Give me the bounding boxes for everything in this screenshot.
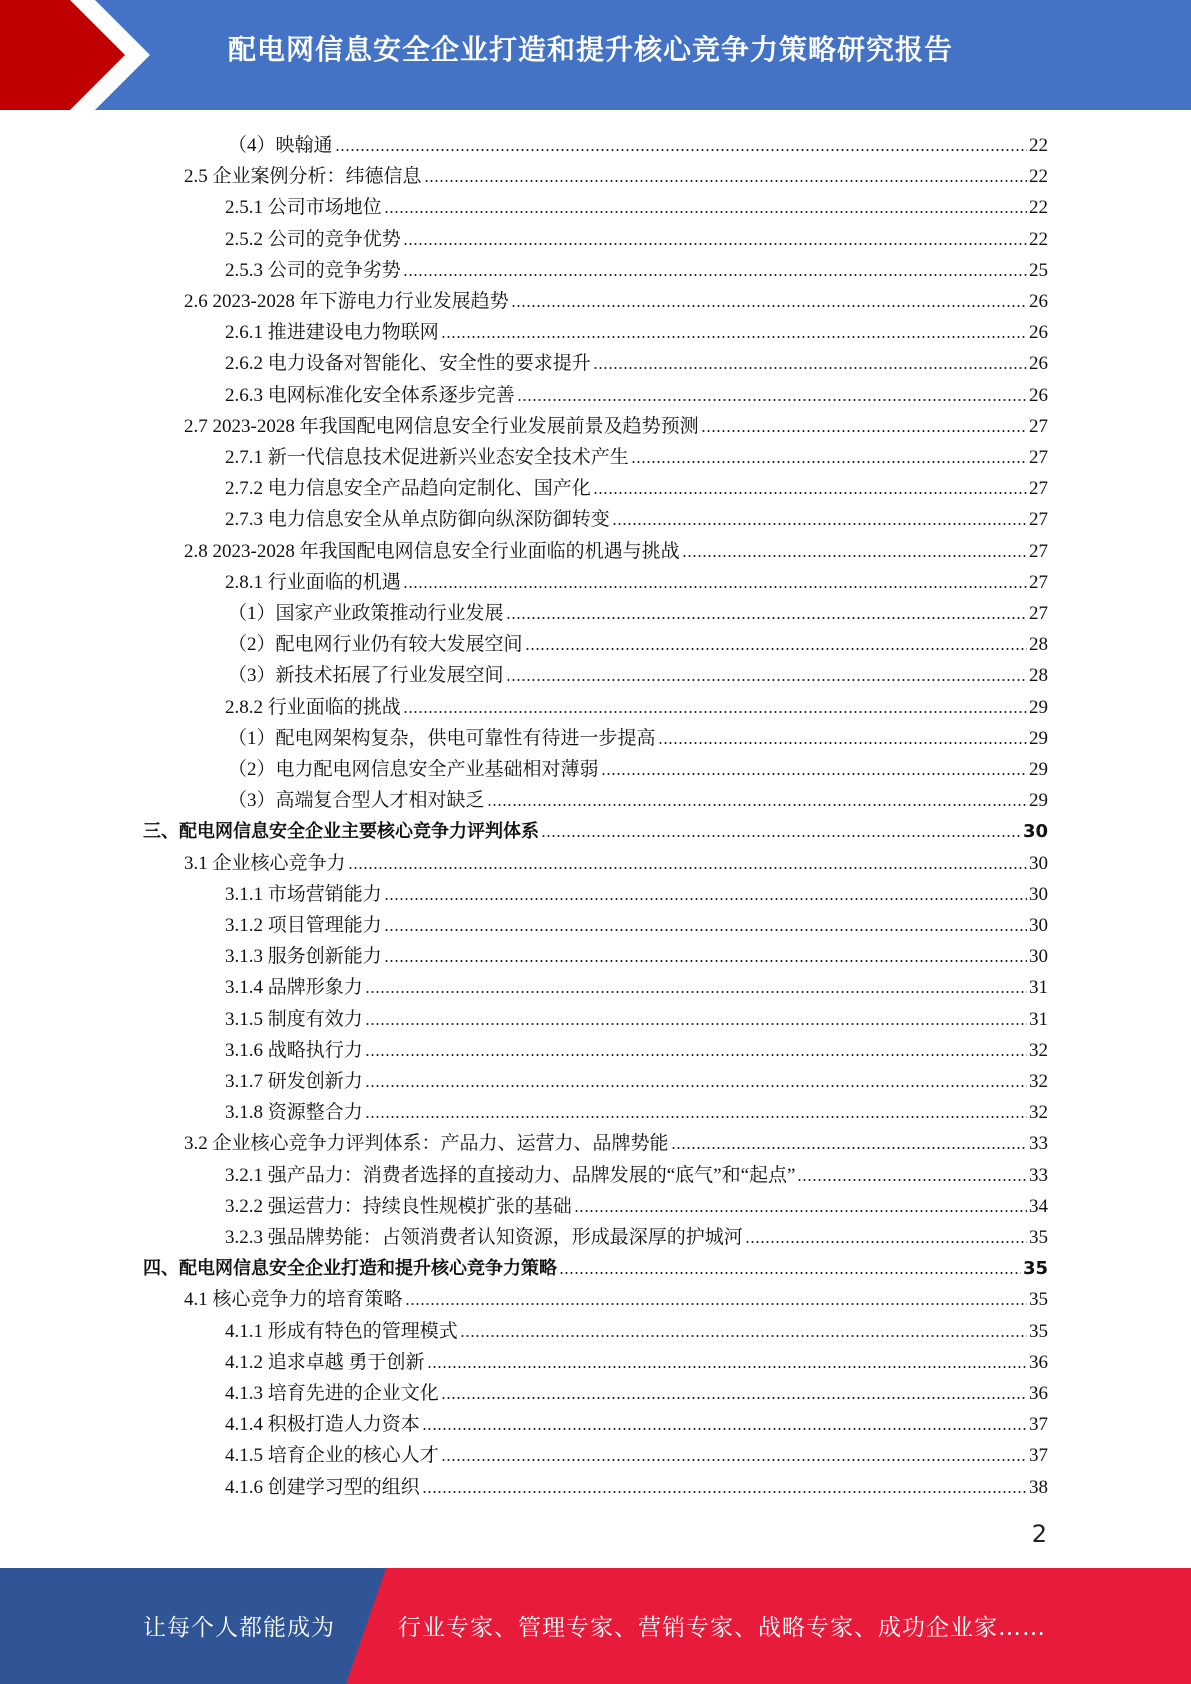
toc-entry-page: 29 bbox=[1029, 790, 1048, 812]
toc-entry[interactable] bbox=[228, 595, 1048, 626]
toc-entry-label: 3.1.7 研发创新力 bbox=[225, 1071, 363, 1092]
toc-entry[interactable] bbox=[225, 689, 1048, 720]
toc-entry[interactable] bbox=[225, 314, 1048, 345]
toc-entry[interactable] bbox=[228, 127, 1048, 158]
toc-entry-page: 30 bbox=[1022, 821, 1048, 843]
toc-dot-leader bbox=[441, 1457, 1027, 1463]
toc-entry[interactable] bbox=[228, 626, 1048, 657]
toc-entry-label: 3.1.6 战略执行力 bbox=[225, 1039, 363, 1061]
toc-dot-leader bbox=[671, 1145, 1027, 1151]
toc-entry-page: 27 bbox=[1029, 447, 1048, 468]
toc-dot-leader bbox=[441, 1395, 1027, 1401]
toc-entry[interactable] bbox=[225, 1219, 1048, 1250]
toc-dot-leader bbox=[460, 1333, 1027, 1339]
toc-dot-leader bbox=[612, 521, 1027, 527]
toc-entry-label: （2）配电网行业仍有较大发展空间 bbox=[228, 634, 523, 656]
toc-dot-leader bbox=[517, 397, 1027, 403]
toc-entry-label: 3.1.1 市场营销能力 bbox=[225, 883, 382, 905]
report-title: 配电网信息安全企业打造和提升核心竞争力策略研究报告 bbox=[228, 33, 954, 66]
toc-entry-label: 4.1.3 培育先进的企业文化 bbox=[225, 1383, 439, 1404]
toc-entry-page: 30 bbox=[1029, 946, 1048, 968]
toc-entry[interactable] bbox=[184, 1281, 1048, 1312]
toc-entry-label: 3.1.8 资源整合力 bbox=[225, 1102, 363, 1124]
toc-entry-page: 30 bbox=[1029, 915, 1048, 936]
toc-entry[interactable] bbox=[225, 938, 1048, 969]
toc-dot-leader bbox=[559, 1270, 1021, 1276]
toc-entry-label: 3.1.2 项目管理能力 bbox=[225, 915, 382, 936]
toc-dot-leader bbox=[593, 365, 1027, 371]
toc-entry-page: 36 bbox=[1029, 1351, 1048, 1373]
toc-entry-page: 27 bbox=[1029, 540, 1048, 562]
toc-entry[interactable] bbox=[228, 751, 1048, 782]
toc-dot-leader bbox=[506, 677, 1027, 683]
toc-entry-page: 22 bbox=[1029, 228, 1048, 250]
toc-entry-label: 4.1.1 形成有特色的管理模式 bbox=[225, 1320, 458, 1342]
toc-entry-page: 28 bbox=[1029, 634, 1048, 656]
footer-slogan-right: 行业专家、管理专家、营销专家、战略专家、成功企业家…… bbox=[398, 1615, 1046, 1641]
toc-entry-page: 28 bbox=[1029, 665, 1048, 687]
toc-entry-label: 2.8.1 行业面临的机遇 bbox=[225, 571, 401, 593]
toc-entry[interactable] bbox=[225, 969, 1048, 1000]
toc-entry-label: （2）电力配电网信息安全产业基础相对薄弱 bbox=[228, 759, 599, 780]
toc-entry-label: 3.1.4 品牌形象力 bbox=[225, 977, 363, 999]
toc-dot-leader bbox=[424, 178, 1027, 184]
toc-dot-leader bbox=[682, 553, 1027, 559]
toc-dot-leader bbox=[422, 1426, 1027, 1432]
toc-entry[interactable] bbox=[225, 564, 1048, 595]
toc-entry-page: 30 bbox=[1029, 883, 1048, 905]
toc-dot-leader bbox=[365, 989, 1027, 995]
toc-entry-page: 27 bbox=[1029, 603, 1048, 624]
toc-entry-label: （3）高端复合型人才相对缺乏 bbox=[228, 790, 485, 812]
toc-dot-leader bbox=[487, 802, 1027, 808]
toc-entry-label: 2.5.1 公司市场地位 bbox=[225, 197, 382, 219]
toc-entry-label: 3.2.2 强运营力：持续良性规模扩张的基础 bbox=[225, 1195, 572, 1217]
toc-dot-leader bbox=[403, 272, 1027, 278]
toc-entry-page: 26 bbox=[1029, 384, 1048, 406]
toc-dot-leader bbox=[745, 1239, 1027, 1245]
toc-entry-label: 2.8.2 行业面临的挑战 bbox=[225, 696, 401, 718]
toc-entry-label: 3.1.5 制度有效力 bbox=[225, 1008, 363, 1030]
toc-dot-leader bbox=[365, 1114, 1027, 1120]
toc-entry[interactable] bbox=[184, 845, 1048, 876]
toc-entry-page: 26 bbox=[1029, 353, 1048, 375]
toc-entry[interactable] bbox=[225, 252, 1048, 283]
toc-entry[interactable] bbox=[184, 408, 1048, 439]
toc-entry[interactable] bbox=[225, 1001, 1048, 1032]
toc-entry[interactable] bbox=[184, 1125, 1048, 1156]
toc-entry[interactable] bbox=[225, 876, 1048, 907]
toc-dot-leader bbox=[422, 1489, 1027, 1495]
toc-entry[interactable] bbox=[228, 720, 1048, 751]
toc-dot-leader bbox=[365, 1052, 1027, 1058]
toc-entry-label: 2.7.2 电力信息安全产品趋向定制化、国产化 bbox=[225, 478, 591, 500]
toc-entry-label: 4.1.2 追求卓越 勇于创新 bbox=[225, 1351, 425, 1373]
toc-entry-label: 2.5.3 公司的竞争劣势 bbox=[225, 259, 401, 281]
toc-entry-page: 29 bbox=[1029, 696, 1048, 718]
toc-dot-leader bbox=[658, 740, 1027, 746]
toc-entry-page: 35 bbox=[1029, 1320, 1048, 1342]
toc-entry[interactable] bbox=[225, 1375, 1048, 1406]
toc-entry[interactable] bbox=[228, 657, 1048, 688]
toc-entry-label: 3.2 企业核心竞争力评判体系：产品力、运营力、品牌势能 bbox=[184, 1133, 669, 1155]
toc-entry-label: 2.7.1 新一代信息技术促进新兴业态安全技术产生 bbox=[225, 447, 629, 468]
toc-dot-leader bbox=[405, 1301, 1027, 1307]
header-banner bbox=[0, 0, 1191, 110]
toc-entry[interactable] bbox=[225, 470, 1048, 501]
toc-entry-page: 27 bbox=[1029, 509, 1048, 531]
toc-entry-page: 31 bbox=[1029, 977, 1048, 999]
toc-entry[interactable] bbox=[225, 1157, 1048, 1188]
toc-entry-page: 25 bbox=[1029, 259, 1048, 281]
toc-entry-page: 27 bbox=[1029, 415, 1048, 437]
toc-entry[interactable] bbox=[184, 283, 1048, 314]
toc-entry-page: 26 bbox=[1029, 291, 1048, 312]
toc-entry-label: 2.6 2023-2028 年下游电力行业发展趋势 bbox=[184, 291, 509, 312]
toc-entry-label: （1）配电网架构复杂，供电可靠性有待进一步提高 bbox=[228, 727, 656, 749]
toc-entry[interactable] bbox=[225, 221, 1048, 252]
toc-dot-leader bbox=[511, 303, 1027, 309]
toc-dot-leader bbox=[427, 1364, 1027, 1370]
toc-entry[interactable] bbox=[225, 1437, 1048, 1468]
toc-dot-leader bbox=[335, 147, 1027, 153]
toc-entry-page: 37 bbox=[1029, 1414, 1048, 1436]
toc-entry[interactable] bbox=[225, 1313, 1048, 1344]
toc-entry-page: 35 bbox=[1029, 1289, 1048, 1311]
toc-entry-label: 4.1.4 积极打造人力资本 bbox=[225, 1414, 420, 1436]
toc-dot-leader bbox=[601, 771, 1027, 777]
toc-entry-page: 22 bbox=[1029, 166, 1048, 188]
toc-entry[interactable] bbox=[225, 345, 1048, 376]
toc-entry-label: 3.2.3 强品牌势能：占领消费者认知资源，形成最深厚的护城河 bbox=[225, 1227, 743, 1248]
toc-entry-page: 22 bbox=[1029, 135, 1048, 156]
toc-dot-leader bbox=[348, 865, 1027, 871]
toc-dot-leader bbox=[593, 490, 1027, 496]
toc-entry[interactable] bbox=[225, 377, 1048, 408]
toc-entry[interactable] bbox=[225, 1344, 1048, 1375]
toc-entry-page: 32 bbox=[1029, 1039, 1048, 1061]
toc-entry-page: 33 bbox=[1029, 1164, 1048, 1186]
toc-entry-page: 27 bbox=[1029, 478, 1048, 500]
toc-entry-page: 27 bbox=[1029, 571, 1048, 593]
toc-dot-leader bbox=[403, 584, 1027, 590]
toc-entry-page: 29 bbox=[1029, 759, 1048, 780]
toc-entry[interactable] bbox=[225, 1063, 1048, 1094]
toc-entry-label: 4.1 核心竞争力的培育策略 bbox=[184, 1289, 403, 1311]
toc-entry-page: 31 bbox=[1029, 1008, 1048, 1030]
toc-entry-page: 30 bbox=[1029, 852, 1048, 874]
toc-entry-label: 4.1.5 培育企业的核心人才 bbox=[225, 1445, 439, 1467]
toc-dot-leader bbox=[384, 209, 1027, 215]
toc-entry[interactable] bbox=[143, 1250, 1048, 1281]
toc-entry-label: （3）新技术拓展了行业发展空间 bbox=[228, 665, 504, 687]
toc-entry-label: 四、配电网信息安全企业打造和提升核心竞争力策略 bbox=[143, 1258, 557, 1280]
toc-entry-page: 35 bbox=[1029, 1227, 1048, 1248]
toc-entry-label: （4）映翰通 bbox=[228, 135, 333, 156]
toc-dot-leader bbox=[441, 334, 1027, 340]
toc-entry-page: 26 bbox=[1029, 322, 1048, 344]
toc-entry-label: 2.5 企业案例分析：纬德信息 bbox=[184, 166, 422, 188]
toc-entry-page: 37 bbox=[1029, 1445, 1048, 1467]
toc-dot-leader bbox=[384, 896, 1027, 902]
toc-entry-label: 2.6.1 推进建设电力物联网 bbox=[225, 322, 439, 344]
toc-entry[interactable] bbox=[225, 1188, 1048, 1219]
toc-entry-label: 三、配电网信息安全企业主要核心竞争力评判体系 bbox=[143, 821, 539, 843]
toc-entry-label: 2.7 2023-2028 年我国配电网信息安全行业发展前景及趋势预测 bbox=[184, 415, 699, 437]
toc-entry[interactable] bbox=[225, 439, 1048, 470]
toc-dot-leader bbox=[631, 459, 1027, 465]
toc-entry[interactable] bbox=[225, 907, 1048, 938]
toc-entry-label: 3.1.3 服务创新能力 bbox=[225, 946, 382, 968]
toc-dot-leader bbox=[541, 833, 1021, 839]
toc-entry-page: 29 bbox=[1029, 727, 1048, 749]
toc-dot-leader bbox=[797, 1177, 1027, 1183]
toc-entry[interactable] bbox=[184, 158, 1048, 189]
toc-entry[interactable] bbox=[228, 782, 1048, 813]
toc-entry-label: 2.5.2 公司的竞争优势 bbox=[225, 228, 401, 250]
toc-entry-page: 22 bbox=[1029, 197, 1048, 219]
toc-dot-leader bbox=[403, 241, 1027, 247]
toc-entry-page: 34 bbox=[1029, 1195, 1048, 1217]
toc-entry-label: 2.6.3 电网标准化安全体系逐步完善 bbox=[225, 384, 515, 406]
toc-entry[interactable] bbox=[225, 501, 1048, 532]
toc-entry[interactable] bbox=[225, 1032, 1048, 1063]
toc-entry-page: 35 bbox=[1022, 1258, 1048, 1280]
toc-entry-page: 33 bbox=[1029, 1133, 1048, 1155]
toc-entry-label: 3.2.1 强产品力：消费者选择的直接动力、品牌发展的“底气”和“起点” bbox=[225, 1164, 796, 1186]
toc-entry-label: 2.7.3 电力信息安全从单点防御向纵深防御转变 bbox=[225, 509, 610, 531]
footer-slogan-left: 让每个人都能成为 bbox=[143, 1615, 335, 1641]
toc-entry[interactable] bbox=[225, 1094, 1048, 1125]
page-number: 2 bbox=[1031, 1520, 1047, 1548]
toc-entry[interactable] bbox=[225, 1406, 1048, 1437]
toc-dot-leader bbox=[365, 1021, 1027, 1027]
toc-entry-label: 4.1.6 创建学习型的组织 bbox=[225, 1476, 420, 1498]
toc-entry[interactable] bbox=[225, 189, 1048, 220]
toc-dot-leader bbox=[701, 428, 1027, 434]
toc-entry-page: 38 bbox=[1029, 1476, 1048, 1498]
footer-banner bbox=[0, 1568, 1191, 1684]
toc-dot-leader bbox=[384, 927, 1027, 933]
toc-dot-leader bbox=[403, 709, 1027, 715]
toc-dot-leader bbox=[525, 646, 1027, 652]
toc-dot-leader bbox=[506, 615, 1027, 621]
toc-dot-leader bbox=[384, 958, 1027, 964]
toc-dot-leader bbox=[574, 1208, 1027, 1214]
toc-entry[interactable] bbox=[225, 1469, 1048, 1500]
toc-entry-page: 36 bbox=[1029, 1383, 1048, 1404]
toc-dot-leader bbox=[365, 1083, 1027, 1089]
toc-entry-page: 32 bbox=[1029, 1102, 1048, 1124]
toc-entry-label: 2.8 2023-2028 年我国配电网信息安全行业面临的机遇与挑战 bbox=[184, 540, 680, 562]
toc-entry-page: 32 bbox=[1029, 1071, 1048, 1092]
toc-entry-label: 2.6.2 电力设备对智能化、安全性的要求提升 bbox=[225, 353, 591, 375]
toc-entry-label: 3.1 企业核心竞争力 bbox=[184, 852, 346, 874]
toc-entry[interactable] bbox=[143, 813, 1048, 844]
toc-entry[interactable] bbox=[184, 533, 1048, 564]
toc-entry-label: （1）国家产业政策推动行业发展 bbox=[228, 603, 504, 624]
